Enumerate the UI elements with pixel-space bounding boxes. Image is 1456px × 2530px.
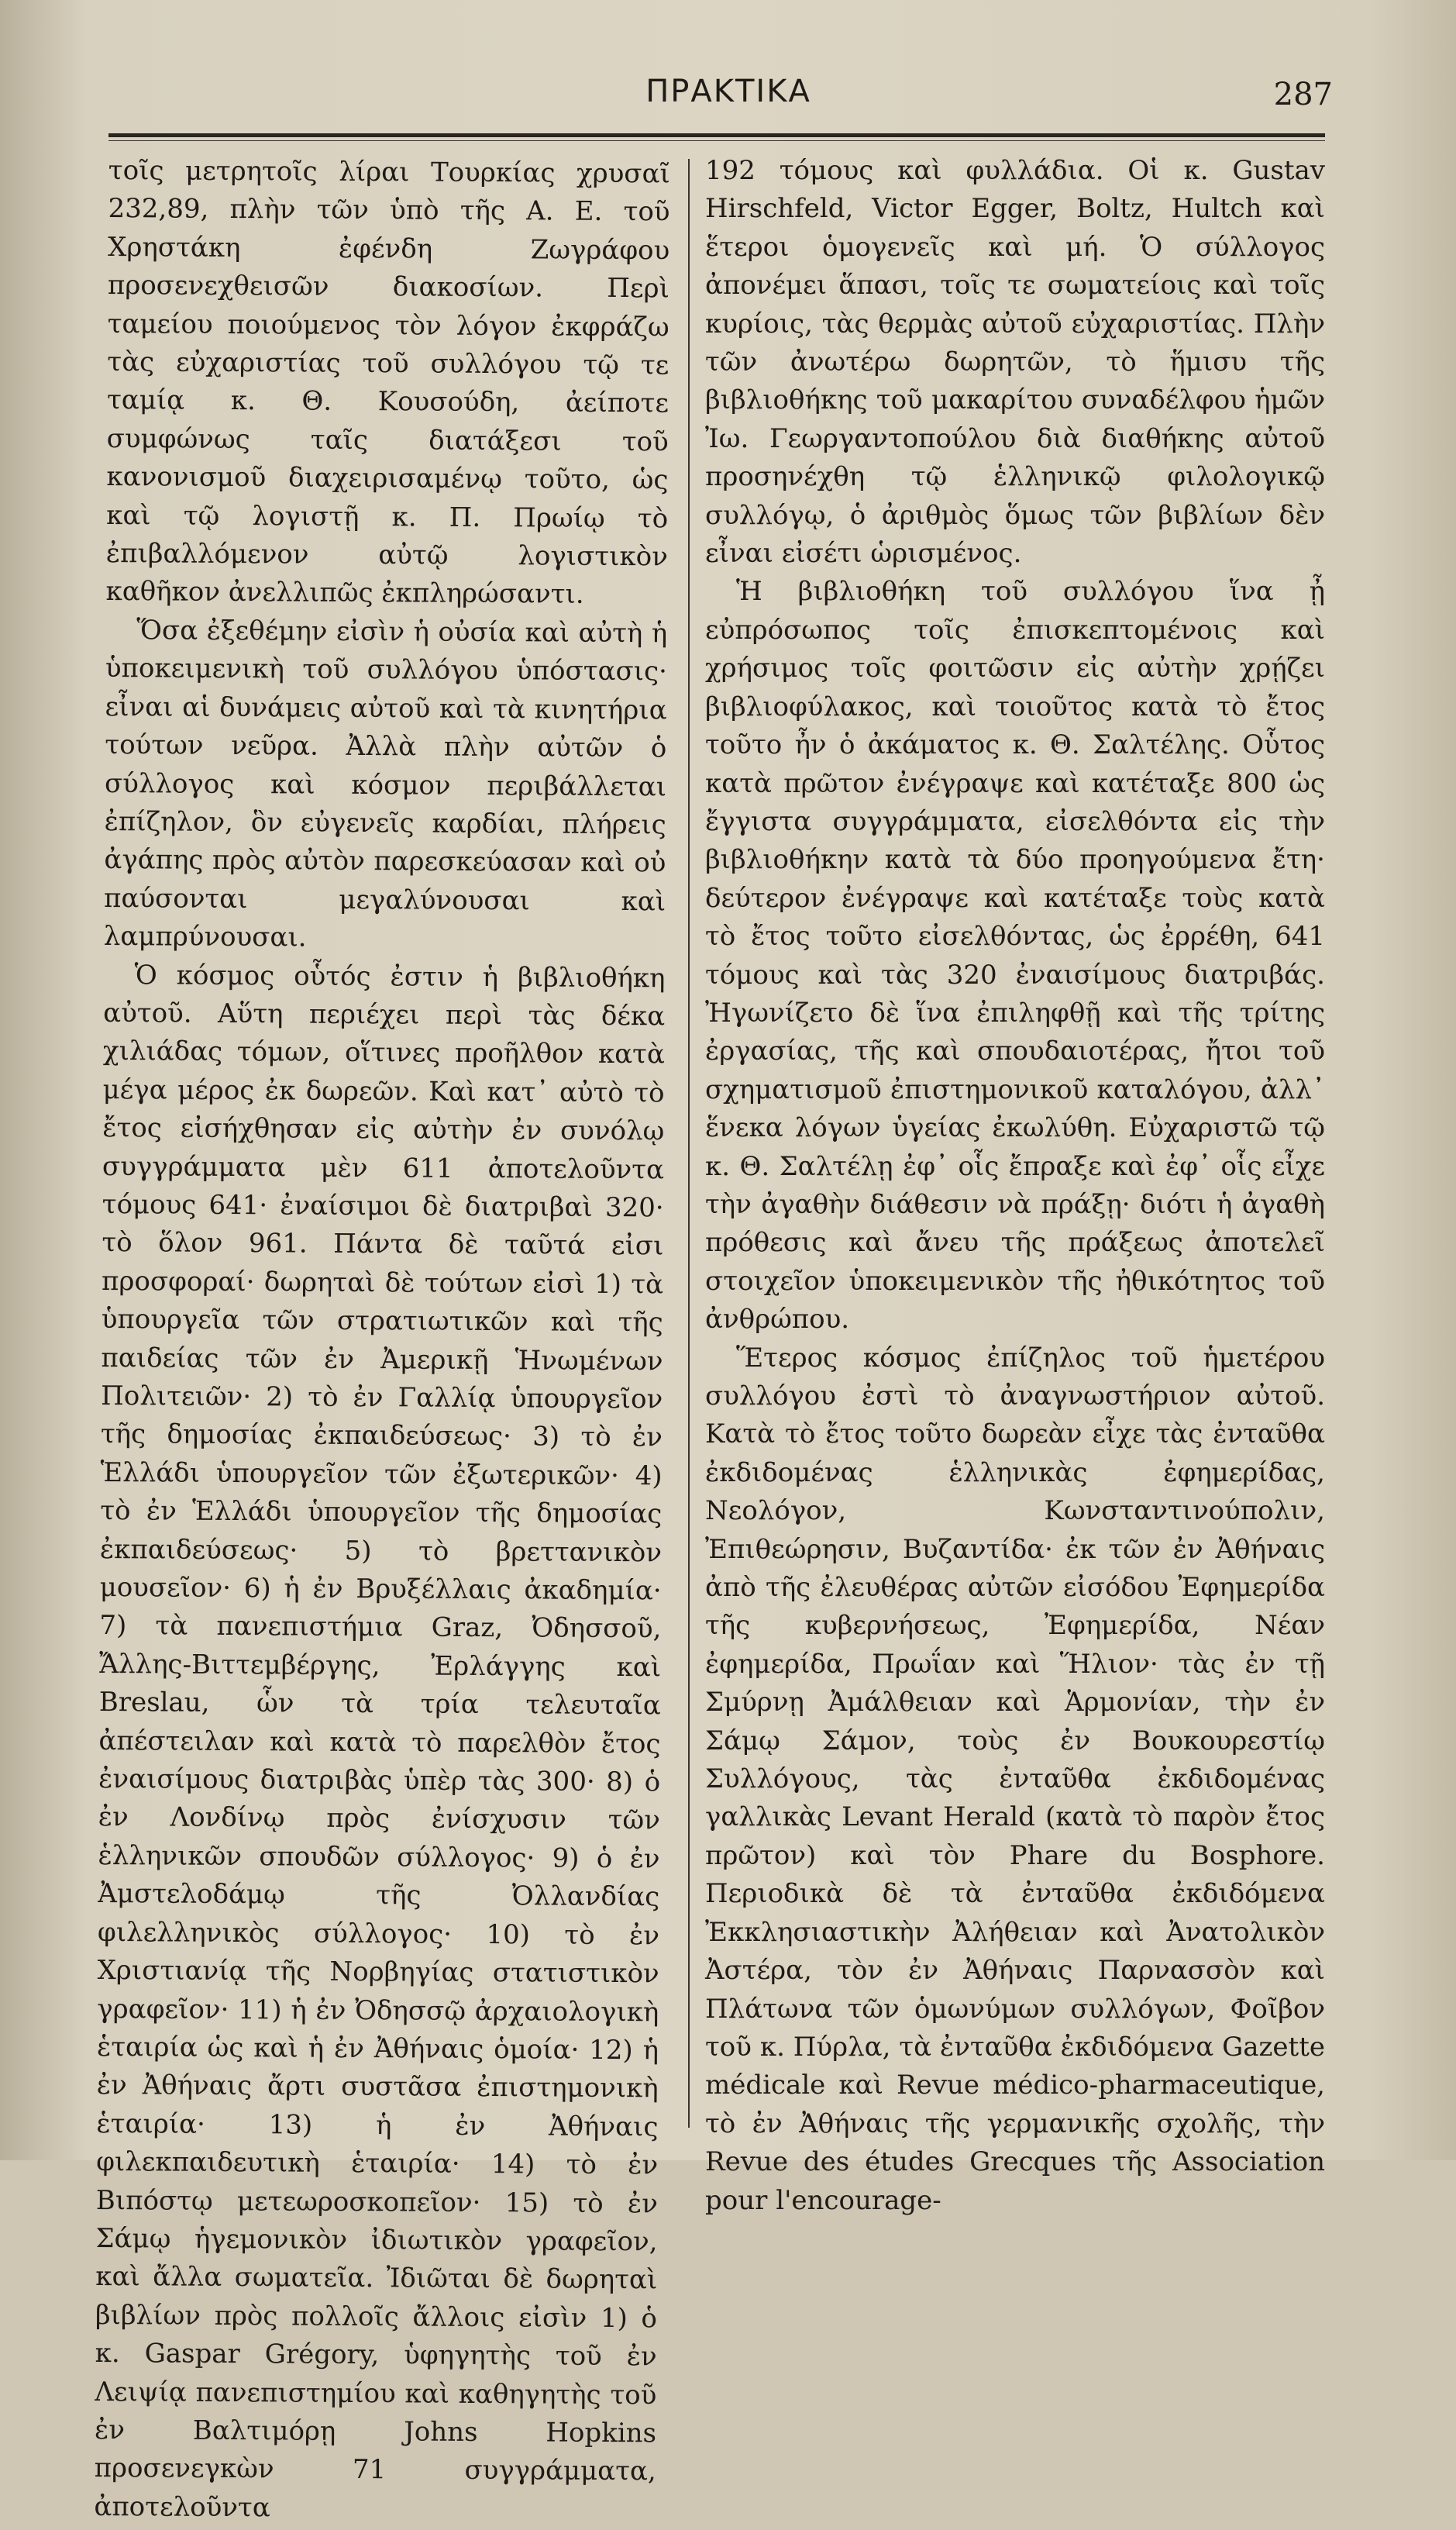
running-title: ΠΡΑΚΤΙΚΑ: [645, 74, 811, 109]
left-column: [94, 152, 670, 2524]
left-paragraph-2: Ὅσα ἐξεθέμην εἰσὶν ἡ οὐσία καὶ αὐτὴ ἡ ὑποκειμενικὴ τοῦ συλλόγου ὑπόστασις· εἶναι αἱ δυνάμεις αὐτοῦ καὶ τὰ κινητήρια τούτων νεῦρα. Ἀλλὰ πλὴν αὐτῶν ὁ σύλλογος καὶ κόσμον περιβάλλεται ἐπίζηλον, ὃν εὐγενεῖς καρδίαι, πλήρεις ἀγάπης πρὸς αὐτὸν παρεσκεύασαν καὶ οὐ παύσονται μεγαλύνουσαι καὶ λαμπρύνουσαι.: [103, 615, 668, 953]
right-column: [705, 152, 1325, 2216]
page-number: 287: [1273, 77, 1333, 112]
right-paragraph-2: Ἡ βιβλιοθήκη τοῦ συλλόγου ἵνα ᾖ εὐπρόσωπος τοῖς ἐπισκεπτομένοις καὶ χρήσιμος τοῖς φοιτῶσιν εἰς αὐτὴν χρῄζει βιβλιοφύλακος, καὶ τοιοῦτος κατὰ τὸ ἔτος τοῦτο ἦν ὁ ἀκάματος κ. Θ. Σαλτέλης. Οὗτος κατὰ πρῶτον ἐνέγραψε καὶ κατέταξε 800 ὡς ἔγγιστα συγγράμματα, εἰσελθόντα εἰς τὴν βιβλιοθήκην κατὰ τὰ δύο προηγούμενα ἔτη· δεύτερον ἐνέγραψε καὶ κατέταξε τοὺς κατὰ τὸ ἔτος τοῦτο εἰσελθόντας, ὡς ἐρρέθη, 641 τόμους καὶ τὰς 320 ἐναισίμους διατριβάς. Ἠγωνίζετο δὲ ἵνα ἐπιληφθῇ καὶ τῆς τρίτης ἐργασίας, τῆς καὶ σπουδαιοτέρας, ἤτοι τοῦ σχηματισμοῦ ἐπιστημονικοῦ καταλόγου, ἀλλ᾽ ἕνεκα λόγων ὑγείας ἐκωλύθη. Εὐχαριστῶ τῷ κ. Θ. Σαλτέλῃ ἐφ᾽ οἷς ἔπραξε καὶ ἐφ᾽ οἷς εἶχε τὴν ἀγαθὴν διάθεσιν νὰ πράξῃ· διότι ἡ ἀγαθὴ πρόθεσις καὶ ἄνευ τῆς πράξεως ἀποτελεῖ στοιχεῖον ὑποκειμενικὸν τῆς ἠθικότητος τοῦ ἀνθρώπου.: [705, 576, 1325, 1336]
left-paragraph-3: Ὁ κόσμος οὗτός ἐστιν ἡ βιβλιοθήκη αὐτοῦ. Αὕτη περιέχει περὶ τὰς δέκα χιλιάδας τόμων, οἵτινες προῆλθον κατὰ μέγα μέρος ἐκ δωρεῶν. Καὶ κατ᾽ αὐτὸ τὸ ἔτος εἰσήχθησαν εἰς αὐτὴν ἐν συνόλῳ συγγράμματα μὲν 611 ἀποτελοῦντα τόμους 641· ἐναίσιμοι δὲ διατριβαὶ 320· τὸ ὅλον 961. Πάντα δὲ ταῦτά εἰσι προσφοραί· δωρηταὶ δὲ τούτων εἰσὶ 1) τὰ ὑπουργεῖα τῶν στρατιωτικῶν καὶ τῆς παιδείας τῶν ἐν Ἀμερικῇ Ἡνωμένων Πολιτειῶν· 2) τὸ ἐν Γαλλίᾳ ὑπουργεῖον τῆς δημοσίας ἐκπαιδεύσεως· 3) τὸ ἐν Ἑλλάδι ὑπουργεῖον τῶν ἐξωτερικῶν· 4) τὸ ἐν Ἑλλάδι ὑπουργεῖον τῆς δημοσίας ἐκπαιδεύσεως· 5) τὸ βρεττανικὸν μουσεῖον· 6) ἡ ἐν Βρυξέλλαις ἀκαδημία· 7) τὰ πανεπιστήμια Graz, Ὀδησσοῦ, Ἄλλης-Βιττεμβέργης, Ἐρλάγγης καὶ Breslau, ὧν τὰ τρία τελευταῖα ἀπέστειλαν καὶ κατὰ τὸ παρελθὸν ἔτος ἐναισίμους διατριβὰς ὑπὲρ τὰς 300· 8) ὁ ἐν Λονδίνῳ πρὸς ἐνίσχυσιν τῶν ἑλληνικῶν σπουδῶν σύλλογος· 9) ὁ ἐν Ἀμστελοδάμῳ τῆς Ὀλλανδίας φιλελληνικὸς σύλλογος· 10) τὸ ἐν Χριστιανίᾳ τῆς Νορβηγίας στατιστικὸν γραφεῖον· 11) ἡ ἐν Ὀδησσῷ ἀρχαιολογικὴ ἑταιρία ὡς καὶ ἡ ἐν Ἀθήναις ὁμοία· 12) ἡ ἐν Ἀθήναις ἄρτι συστᾶσα ἐπιστημονικὴ ἑταιρία· 13) ἡ ἐν Ἀθήναις φιλεκπαιδευτικὴ ἑταιρία· 14) τὸ ἐν Βιπόστῳ μετεωροσκοπεῖον· 15) τὸ ἐν Σάμῳ ἡγεμονικὸν ἰδιωτικὸν γραφεῖον, καὶ ἄλλα σωματεῖα. Ἰδιῶται δὲ δωρηταὶ βιβλίων πρὸς πολλοῖς ἄλλοις εἰσὶν 1) ὁ κ. Gaspar Grégory, ὑφηγητὴς τοῦ ἐν Λειψίᾳ πανεπιστημίου καὶ καθηγητὴς τοῦ ἐν Βαλτιμόρῃ Johns Hopkins προσενεγκὼν 71 συγγράμματα, ἀποτελοῦντα: [94, 959, 666, 2524]
header-rule-thin: [108, 140, 1325, 141]
page-header: [0, 68, 1456, 122]
column-divider: [688, 159, 690, 2128]
right-paragraph-3: Ἕτερος κόσμος ἐπίζηλος τοῦ ἡμετέρου συλλόγου ἐστὶ τὸ ἀναγνωστήριον αὐτοῦ. Κατὰ τὸ ἔτος τοῦτο δωρεὰν εἶχε τὰς ἐνταῦθα ἐκδιδομένας ἑλληνικὰς ἐφημερίδας, Νεολόγον, Κωνσταντινούπολιν, Ἐπιθεώρησιν, Βυζαντίδα· ἐκ τῶν ἐν Ἀθήναις ἀπὸ τῆς ἐλευθέρας αὐτῶν εἰσόδου Ἐφημερίδα τῆς κυβερνήσεως, Ἐφημερίδα, Νέαν ἐφημερίδα, Πρωΐαν καὶ Ἥλιον· τὰς ἐν τῇ Σμύρνῃ Ἀμάλθειαν καὶ Ἁρμονίαν, τὴν ἐν Σάμῳ Σάμον, τοὺς ἐν Βουκουρεστίῳ Συλλόγους, τὰς ἐνταῦθα ἐκδιδομένας γαλλικὰς Levant Herald (κατὰ τὸ παρὸν ἔτος πρῶτον) καὶ τὸν Phare du Bosphore. Περιοδικὰ δὲ τὰ ἐνταῦθα ἐκδιδόμενα Ἐκκλησιαστικὴν Ἀλήθειαν καὶ Ἀνατολικὸν Ἀστέρα, τὸν ἐν Ἀθήναις Παρνασσὸν καὶ Πλάτωνα τῶν ὁμωνύμων συλλόγων, Φοῖβον τοῦ κ. Πύρλα, τὰ ἐνταῦθα ἐκδιδόμενα Gazette médicale καὶ Revue médico-pharmaceutique, τὸ ἐν Ἀθήναις τῆς γερμανικῆς σχολῆς, τὴν Revue des études Grecques τῆς Association pour l'encourage-: [705, 1342, 1325, 2216]
header-rule: [108, 133, 1325, 137]
left-paragraph-1: τοῖς μετρητοῖς λίραι Τουρκίας χρυσαῖ 232,89, πλὴν τῶν ὑπὸ τῆς Α. Ε. τοῦ Χρηστάκη ἐφένδη Ζωγράφου προσενεχθεισῶν διακοσίων. Περὶ ταμείου ποιούμενος τὸν λόγον ἐκφράζω τὰς εὐχαριστίας τοῦ συλλόγου τῷ τε ταμίᾳ κ. Θ. Κουσούδη, ἀείποτε συμφώνως ταῖς διατάξεσι τοῦ κανονισμοῦ διαχειρισαμένῳ τοῦτο, ὡς καὶ τῷ λογιστῇ κ. Π. Πρωίῳ τὸ ἐπιβαλλόμενον αὐτῷ λογιστικὸν καθῆκον ἀνελλιπῶς ἐκπληρώσαντι.: [105, 154, 670, 611]
right-paragraph-1: 192 τόμους καὶ φυλλάδια. Οἱ κ. Gustav Hirschfeld, Victor Egger, Boltz, Hultch καὶ ἕτεροι ὁμογενεῖς καὶ μή. Ὁ σύλλογος ἀπονέμει ἅπασι, τοῖς τε σωματείοις καὶ τοῖς κυρίοις, τὰς θερμὰς αὐτοῦ εὐχαριστίας. Πλὴν τῶν ἀνωτέρω δωρητῶν, τὸ ἥμισυ τῆς βιβλιοθήκης τοῦ μακαρίτου συναδέλφου ἡμῶν Ἰω. Γεωργαντοπούλου διὰ διαθήκης αὐτοῦ προσηνέχθη τῷ ἑλληνικῷ φιλολογικῷ συλλόγῳ, ὁ ἀριθμὸς ὅμως τῶν βιβλίων δὲν εἶναι εἰσέτι ὡρισμένος.: [705, 155, 1325, 570]
